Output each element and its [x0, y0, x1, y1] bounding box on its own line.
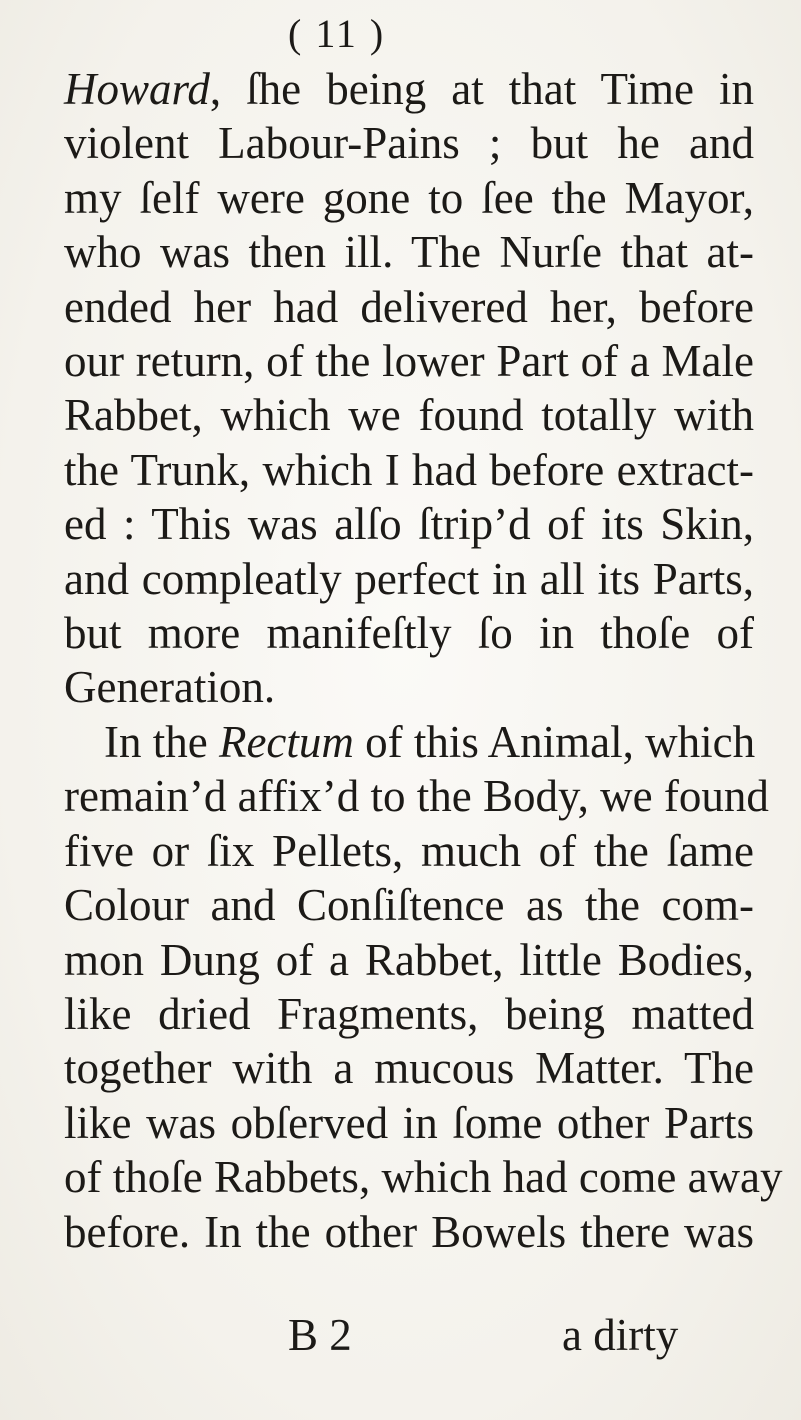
italic-name: Howard [64, 64, 210, 114]
catchword: a dirty [562, 1310, 679, 1360]
page-number: ( 11 ) [288, 11, 386, 56]
text-line: like was obſerved in ſome other Parts [64, 1097, 754, 1148]
signature-mark: B 2 [288, 1310, 352, 1360]
text-line: like dried Fragments, being matted [64, 988, 754, 1039]
italic-term: Rectum [218, 716, 354, 767]
text-line: of thoſe Rabbets, which had come away [64, 1152, 783, 1203]
paragraph-start-line: In the Rectum of this Animal, which [104, 716, 756, 767]
text-line: the Trunk, which I had before extract- [64, 444, 754, 495]
text-line: remain’d affix’d to the Body, we found [64, 771, 769, 822]
text-line: before. In the other Bowels there was [64, 1206, 754, 1257]
text-line: five or ſix Pellets, much of the ſame [64, 825, 754, 876]
text-line: Howard, ſhe being at that Time in [64, 64, 754, 114]
text-line: Colour and Conſiſtence as the com- [64, 880, 754, 931]
text-line: mon Dung of a Rabbet, little Bodies, [64, 934, 754, 985]
body-text [64, 62, 783, 1259]
text-line: and compleatly perfect in all its Parts, [64, 553, 754, 604]
text-line: our return, of the lower Part of a Male [64, 336, 754, 387]
text-line: but more manifeſtly ſo in thoſe of [64, 608, 754, 659]
text-line: my ſelf were gone to ſee the Mayor, [64, 172, 754, 223]
text-line: together with a mucous Matter. The [64, 1043, 754, 1094]
text-line: violent Labour-Pains ; but he and [64, 118, 754, 169]
text-line: who was then ill. The Nurſe that at- [64, 227, 754, 278]
text-line: ed : This was alſo ſtrip’d of its Skin, [64, 499, 754, 550]
text-line: Generation. [64, 662, 276, 713]
text-line: ended her had delivered her, before [64, 281, 754, 332]
text-line: Rabbet, which we found totally with [64, 390, 754, 441]
